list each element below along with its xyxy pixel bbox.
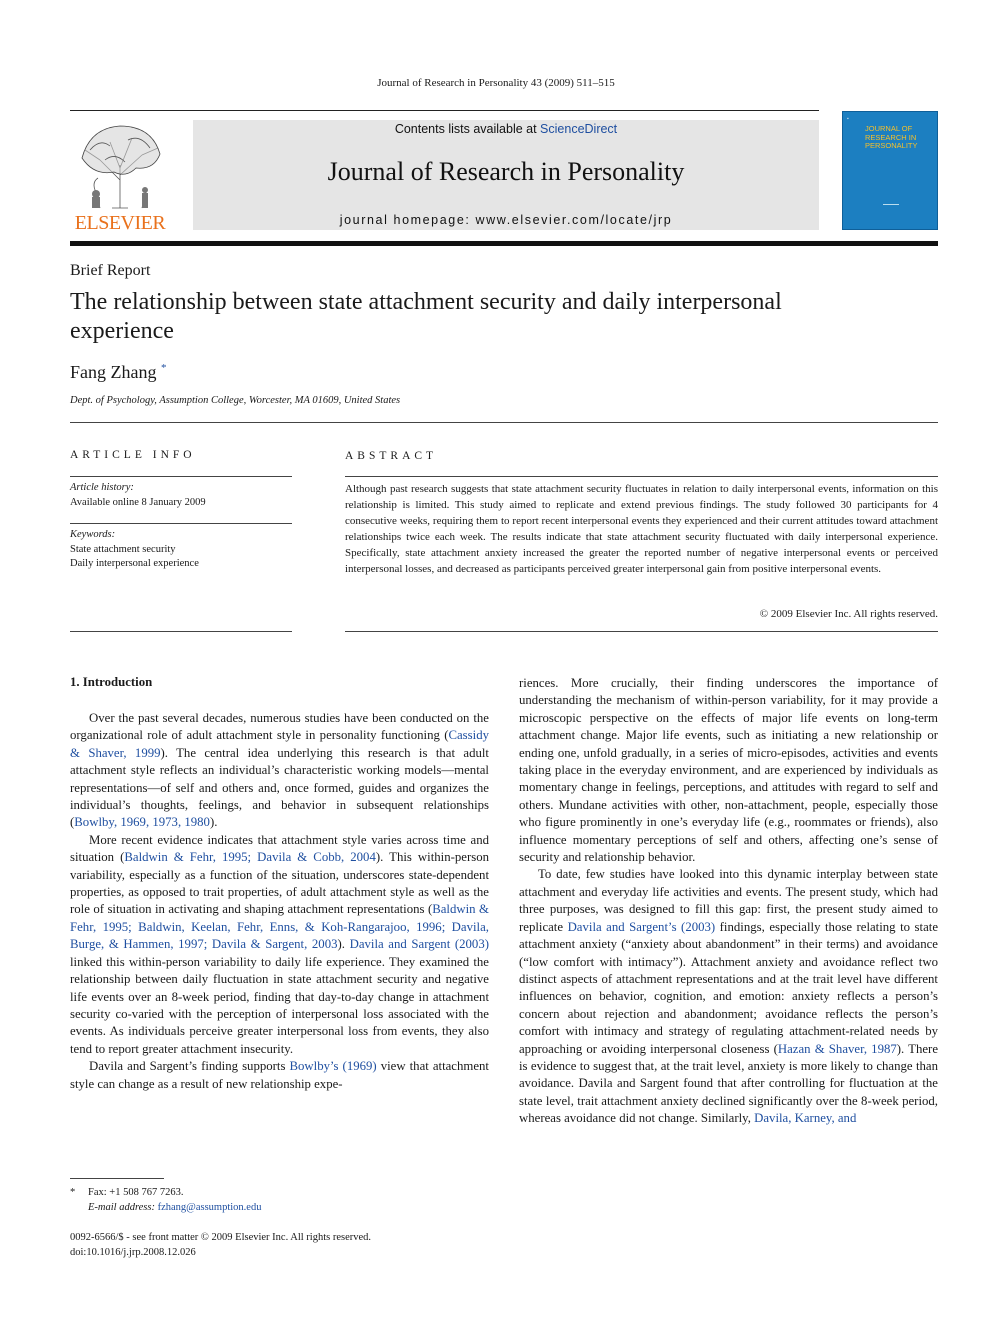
paragraph-text: Over the past several decades, numerous studies have been conducted on the organizational role of adult attachment style in personality functioning (	[70, 711, 489, 743]
journal-title: Journal of Research in Personality	[327, 157, 685, 186]
paragraph	[70, 1058, 489, 1093]
citation-link[interactable]: Davila and Sargent (2003)	[349, 937, 489, 952]
citation-link[interactable]: Baldwin & Fehr, 1995; Baldwin, Keelan, Fehr, Enns, & Koh-Rangarajoo, 1996; Davila, Burge, & Hammen, 1997; Davila & Sargent, 2003	[70, 902, 489, 952]
journal-homepage[interactable]: journal homepage: www.elsevier.com/locate/jrp	[339, 213, 673, 227]
footnote-mark: *	[70, 1187, 76, 1198]
history-value: Available online 8 January 2009	[70, 496, 206, 508]
abstract-rule-top	[345, 476, 938, 477]
email-link[interactable]: fzhang@assumption.edu	[157, 1201, 262, 1213]
contents-line	[193, 122, 819, 136]
citation-link[interactable]: Davila, Karney, and	[754, 1111, 857, 1126]
article-info-rule-mid	[70, 523, 292, 524]
author-line	[70, 362, 166, 383]
abstract-heading: ABSTRACT	[345, 450, 438, 462]
tree-logo-icon	[70, 120, 170, 212]
issn-line: 0092-6566/$ - see front matter © 2009 Elsevier Inc. All rights reserved.	[70, 1232, 372, 1243]
article-history	[70, 481, 292, 510]
affiliation: Dept. of Psychology, Assumption College, Worcester, MA 01609, United States	[70, 395, 401, 406]
footnote	[70, 1186, 489, 1215]
article-title: The relationship between state attachment security and daily interpersonal experience	[70, 289, 782, 344]
citation-link[interactable]: Bowlby’s (1969)	[289, 1059, 377, 1074]
paragraph	[519, 866, 938, 1127]
doi-line[interactable]: doi:10.1016/j.jrp.2008.12.026	[70, 1246, 196, 1258]
article-type: Brief Report	[70, 262, 151, 279]
journal-banner	[193, 120, 819, 230]
body-column-left	[70, 710, 489, 1093]
paragraph	[70, 710, 489, 832]
journal-citation: Journal of Research in Personality 43 (2009) 511–515	[377, 77, 615, 89]
body-column-right	[519, 675, 938, 1128]
paragraph-text: view that attachment style can change as a result of new relationship expe-	[70, 1059, 489, 1091]
abstract-text: Although past research suggests that state attachment security fluctuates in relation to daily interpersonal events, information on this relationship is limited. This study aimed to replicate and extend previous findings. The study followed 30 participants for 4 consecutive weeks, requiring them to report recent interpersonal events they experienced and their current attitudes toward attachment relationships twice each week. The results indicate that state attachment security fluctuated with daily interpersonal experience. Specifically, state attachment anxiety increased the greater the reported number of negative interpersonal events or perceived interpersonal losses, and decreased as participants perceived greater interpersonal gain from positive interpersonal events.	[345, 483, 938, 575]
paragraph-text: Davila and Sargent’s finding supports	[89, 1059, 290, 1074]
paragraph-text: findings, especially those relating to state attachment anxiety (“anxiety about abandonment” in their terms) and avoidance (“low comfort with intimacy”). Attachment anxiety and avoidance reflect two distinct aspects of attachment representations and at the trait level have different influences on behavior, cognition, and emotion: anxiety reflects a person’s concern about rejection and abandonment; avoidance reflects the person’s comfort with intimacy and strategy of regulating attachment-related needs by approaching or avoiding interpersonal closeness (	[519, 919, 938, 1056]
footnote-email-line	[80, 1201, 489, 1216]
footnote-fax-line	[70, 1186, 489, 1201]
section-heading-introduction: 1. Introduction	[70, 675, 153, 689]
journal-cover[interactable]	[842, 111, 938, 230]
paragraph-text: ).	[209, 815, 218, 830]
citation-link[interactable]: Cassidy & Shaver, 1999	[70, 728, 489, 760]
paragraph-text: linked this within-person variability to daily life experience. They examined the relationship between daily fluctuation in state attachment security and negative life events over an 8-week period, finding that day-to-day change in attachment security co-varied with the perception of interpersonal loss associated with the events. As individuals perceive greater interpersonal loss from events, they also tend to report greater attachment insecurity.	[70, 954, 489, 1056]
article-info-heading: ARTICLE INFO	[70, 449, 196, 461]
footnote-fax: Fax: +1 508 767 7263.	[88, 1187, 184, 1198]
email-label: E-mail address:	[88, 1201, 155, 1213]
paragraph-text: To date, few studies have looked into this dynamic interplay between state attachment and everyday life activities and events. The present study, which had three purposes, was designed to fill this gap: first, the present study aimed to replicate	[519, 867, 938, 934]
citation-link[interactable]: Hazan & Shaver, 1987	[777, 1041, 897, 1056]
footnote-rule	[70, 1178, 164, 1179]
abstract-rule-bottom	[345, 631, 938, 632]
keyword-item: State attachment security	[70, 543, 176, 555]
paragraph-text: ). This within-person variability, especially as a function of the situation, underscores state-dependent properties, as opposed to trait properties, of adult attachment style as well as the role of situation in activating and shaping attachment representations (	[70, 850, 489, 917]
section-rule	[70, 422, 938, 423]
keyword-item: Daily interpersonal experience	[70, 558, 199, 569]
author-footnote-mark[interactable]: *	[160, 362, 167, 374]
elsevier-logo[interactable]	[70, 120, 170, 232]
author-name: Fang Zhang	[70, 362, 157, 382]
abstract-copyright: © 2009 Elsevier Inc. All rights reserved.	[759, 608, 938, 620]
header-rule	[70, 110, 819, 111]
sciencedirect-link[interactable]: ScienceDirect	[540, 122, 618, 136]
citation-link[interactable]: Davila and Sargent’s (2003)	[567, 919, 716, 934]
paragraph-text: ). There is evidence to suggest that, at the trait level, anxiety is more likely to change than avoidance. Davila and Sargent found that after controlling for fluctuation at the state level, trait attachment anxiety declined significantly over the 8-week period, whereas avoidance did not change. Similarly,	[519, 1041, 939, 1126]
paragraph-text: riences. More crucially, their finding underscores the importance of understanding the mechanism of within-person variability, for it may provide a microscopic perspective on the effects of major life events on long-term attachment change. Major life events, such as initiating a new relationship or ending one, unfold gradually, in a series of micro-episodes, activities and events taking place in the everyday environment, and are experienced by individuals as momentary change in feelings, perceptions, and attitudes with regard to self and others. Mundane activities with other, non-attachment, people, especially those who figure prominently in one’s everyday life (e.g., roommates or friends), also influence momentary perceptions of self and others, affecting one’s sense of security and relationship behavior.	[519, 676, 938, 865]
contents-prefix: Contents lists available at	[394, 122, 541, 136]
article-info-rule-top	[70, 476, 292, 477]
paragraph-text: ). The central idea underlying this research is that adult attachment style reflects an individual’s characteristic working models—mental representations—of self and others and, once formed, guides and organizes the individual’s thoughts, feelings, and behavior in subsequent relationships (	[70, 745, 489, 830]
paragraph	[519, 675, 938, 866]
header-thick-rule	[70, 241, 938, 246]
keywords	[70, 528, 292, 572]
elsevier-wordmark: ELSEVIER	[74, 212, 166, 234]
history-label: Article history:	[70, 482, 134, 493]
cover-publisher-mark-icon: ▪	[847, 116, 849, 122]
paragraph-text: More recent evidence indicates that attachment style varies across time and situation (	[70, 832, 489, 865]
paragraph-text: ).	[337, 937, 350, 952]
keywords-label: Keywords:	[70, 529, 116, 540]
citation-link[interactable]: Bowlby, 1969, 1973, 1980	[74, 815, 210, 830]
cover-title: JOURNAL OF RESEARCH IN PERSONALITY	[865, 124, 918, 150]
front-matter	[70, 1231, 489, 1260]
cover-logo-icon	[883, 204, 899, 210]
article-info-rule-bottom	[70, 631, 292, 632]
citation-link[interactable]: Baldwin & Fehr, 1995; Davila & Cobb, 2004	[124, 850, 376, 865]
paragraph	[70, 832, 489, 1058]
